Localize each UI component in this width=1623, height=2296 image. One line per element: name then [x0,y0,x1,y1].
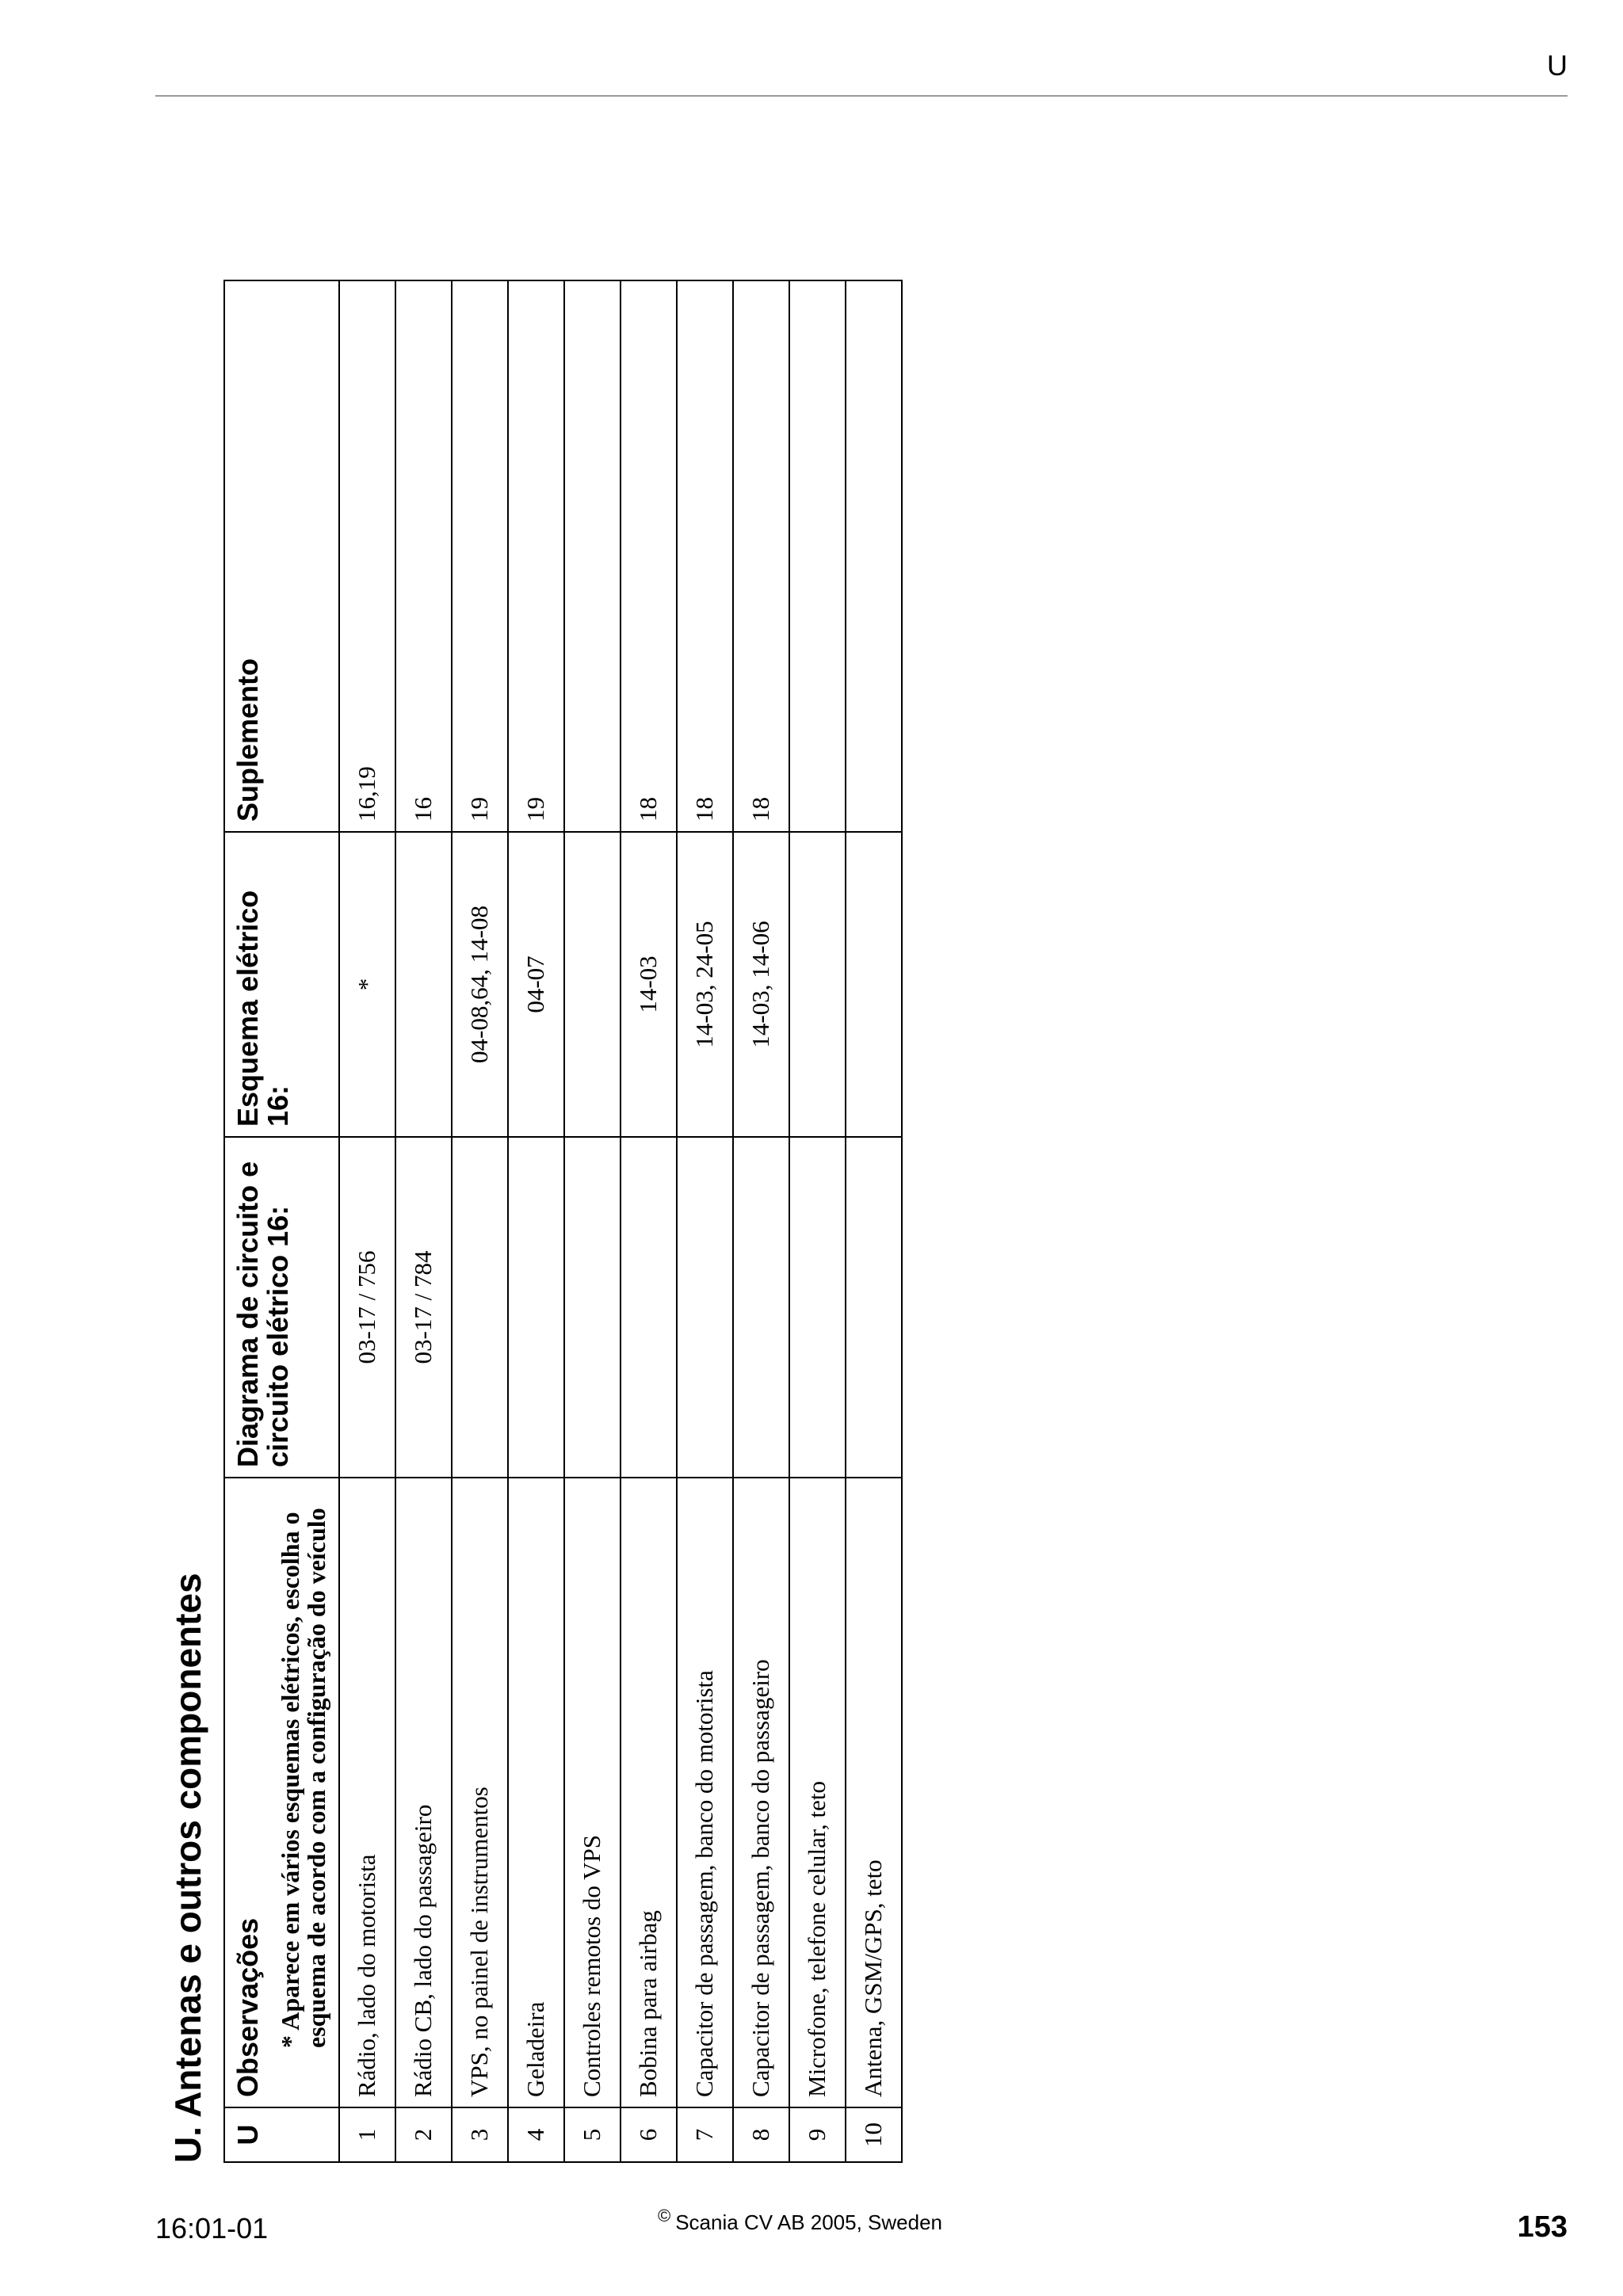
copyright-symbol: © [658,2206,671,2225]
cell-suplemento [564,280,621,832]
cell-diagrama [452,1137,508,1478]
cell-u: 4 [508,2107,564,2162]
page-number: 153 [1517,2210,1568,2244]
table-row [339,280,395,2162]
table-row [508,280,564,2162]
cell-diagrama [846,1137,902,1478]
cell-esquema [846,832,902,1137]
table-row [846,280,902,2162]
cell-esquema: 04-07 [508,832,564,1137]
header-observacoes [224,1478,339,2107]
cell-diagrama [508,1137,564,1478]
copyright-notice [658,2206,942,2235]
cell-esquema [564,832,621,1137]
table-row [395,280,452,2162]
cell-esquema: * [339,832,395,1137]
cell-esquema [395,832,452,1137]
cell-diagrama: 03-17 / 784 [395,1137,452,1478]
table-header-row [224,280,339,2162]
copyright-text: Scania CV AB 2005, Sweden [675,2210,942,2234]
cell-u: 9 [789,2107,846,2162]
cell-suplemento: 18 [733,280,789,832]
cell-observacoes: Capacitor de passagem, banco do passageiro [733,1478,789,2107]
cell-observacoes: Bobina para airbag [621,1478,677,2107]
cell-u: 3 [452,2107,508,2162]
cell-suplemento: 16,19 [339,280,395,832]
header-observacoes-note: * Aparece em vários esquemas elétricos, escolha o esquema de acordo com a configuração do veículo [275,1508,331,2048]
cell-u: 8 [733,2107,789,2162]
cell-diagrama [621,1137,677,1478]
rotated-content [166,166,927,2163]
cell-esquema [789,832,846,1137]
header-suplemento: Suplemento [224,280,339,832]
cell-esquema: 14-03, 24-05 [677,832,733,1137]
cell-suplemento: 18 [677,280,733,832]
table-row [452,280,508,2162]
page-title: U. Antenas e outros componentes [167,1573,208,2163]
components-table [223,280,903,2163]
header-u: U [224,2107,339,2162]
table-row [564,280,621,2162]
table-row [621,280,677,2162]
header-rule [155,95,1568,97]
cell-suplemento [846,280,902,832]
cell-diagrama [677,1137,733,1478]
cell-u: 2 [395,2107,452,2162]
cell-observacoes: Microfone, telefone celular, teto [789,1478,846,2107]
cell-u: 5 [564,2107,621,2162]
cell-u: 1 [339,2107,395,2162]
cell-esquema: 14-03 [621,832,677,1137]
header-esquema: Esquema elétrico 16: [224,832,339,1137]
cell-esquema: 14-03, 14-06 [733,832,789,1137]
cell-observacoes: Geladeira [508,1478,564,2107]
cell-diagrama [733,1137,789,1478]
cell-diagrama [564,1137,621,1478]
header-diagrama: Diagrama de circuito e circuito elétrico 16: [224,1137,339,1478]
cell-suplemento: 16 [395,280,452,832]
cell-observacoes: Rádio CB, lado do passageiro [395,1478,452,2107]
cell-observacoes: Antena, GSM/GPS, teto [846,1478,902,2107]
cell-suplemento: 19 [452,280,508,832]
cell-diagrama: 03-17 / 756 [339,1137,395,1478]
table-row [789,280,846,2162]
cell-observacoes: VPS, no painel de instrumentos [452,1478,508,2107]
table-row [677,280,733,2162]
header-observacoes-label: Observações [231,1917,264,2097]
cell-u: 6 [621,2107,677,2162]
cell-u: 10 [846,2107,902,2162]
section-letter: U [1547,49,1568,82]
cell-observacoes: Rádio, lado do motorista [339,1478,395,2107]
document-code: 16:01-01 [155,2212,269,2245]
cell-suplemento: 19 [508,280,564,832]
cell-observacoes: Capacitor de passagem, banco do motorista [677,1478,733,2107]
cell-suplemento [789,280,846,832]
cell-observacoes: Controles remotos do VPS [564,1478,621,2107]
cell-diagrama [789,1137,846,1478]
cell-u: 7 [677,2107,733,2162]
table-row [733,280,789,2162]
cell-esquema: 04-08,64, 14-08 [452,832,508,1137]
cell-suplemento: 18 [621,280,677,832]
